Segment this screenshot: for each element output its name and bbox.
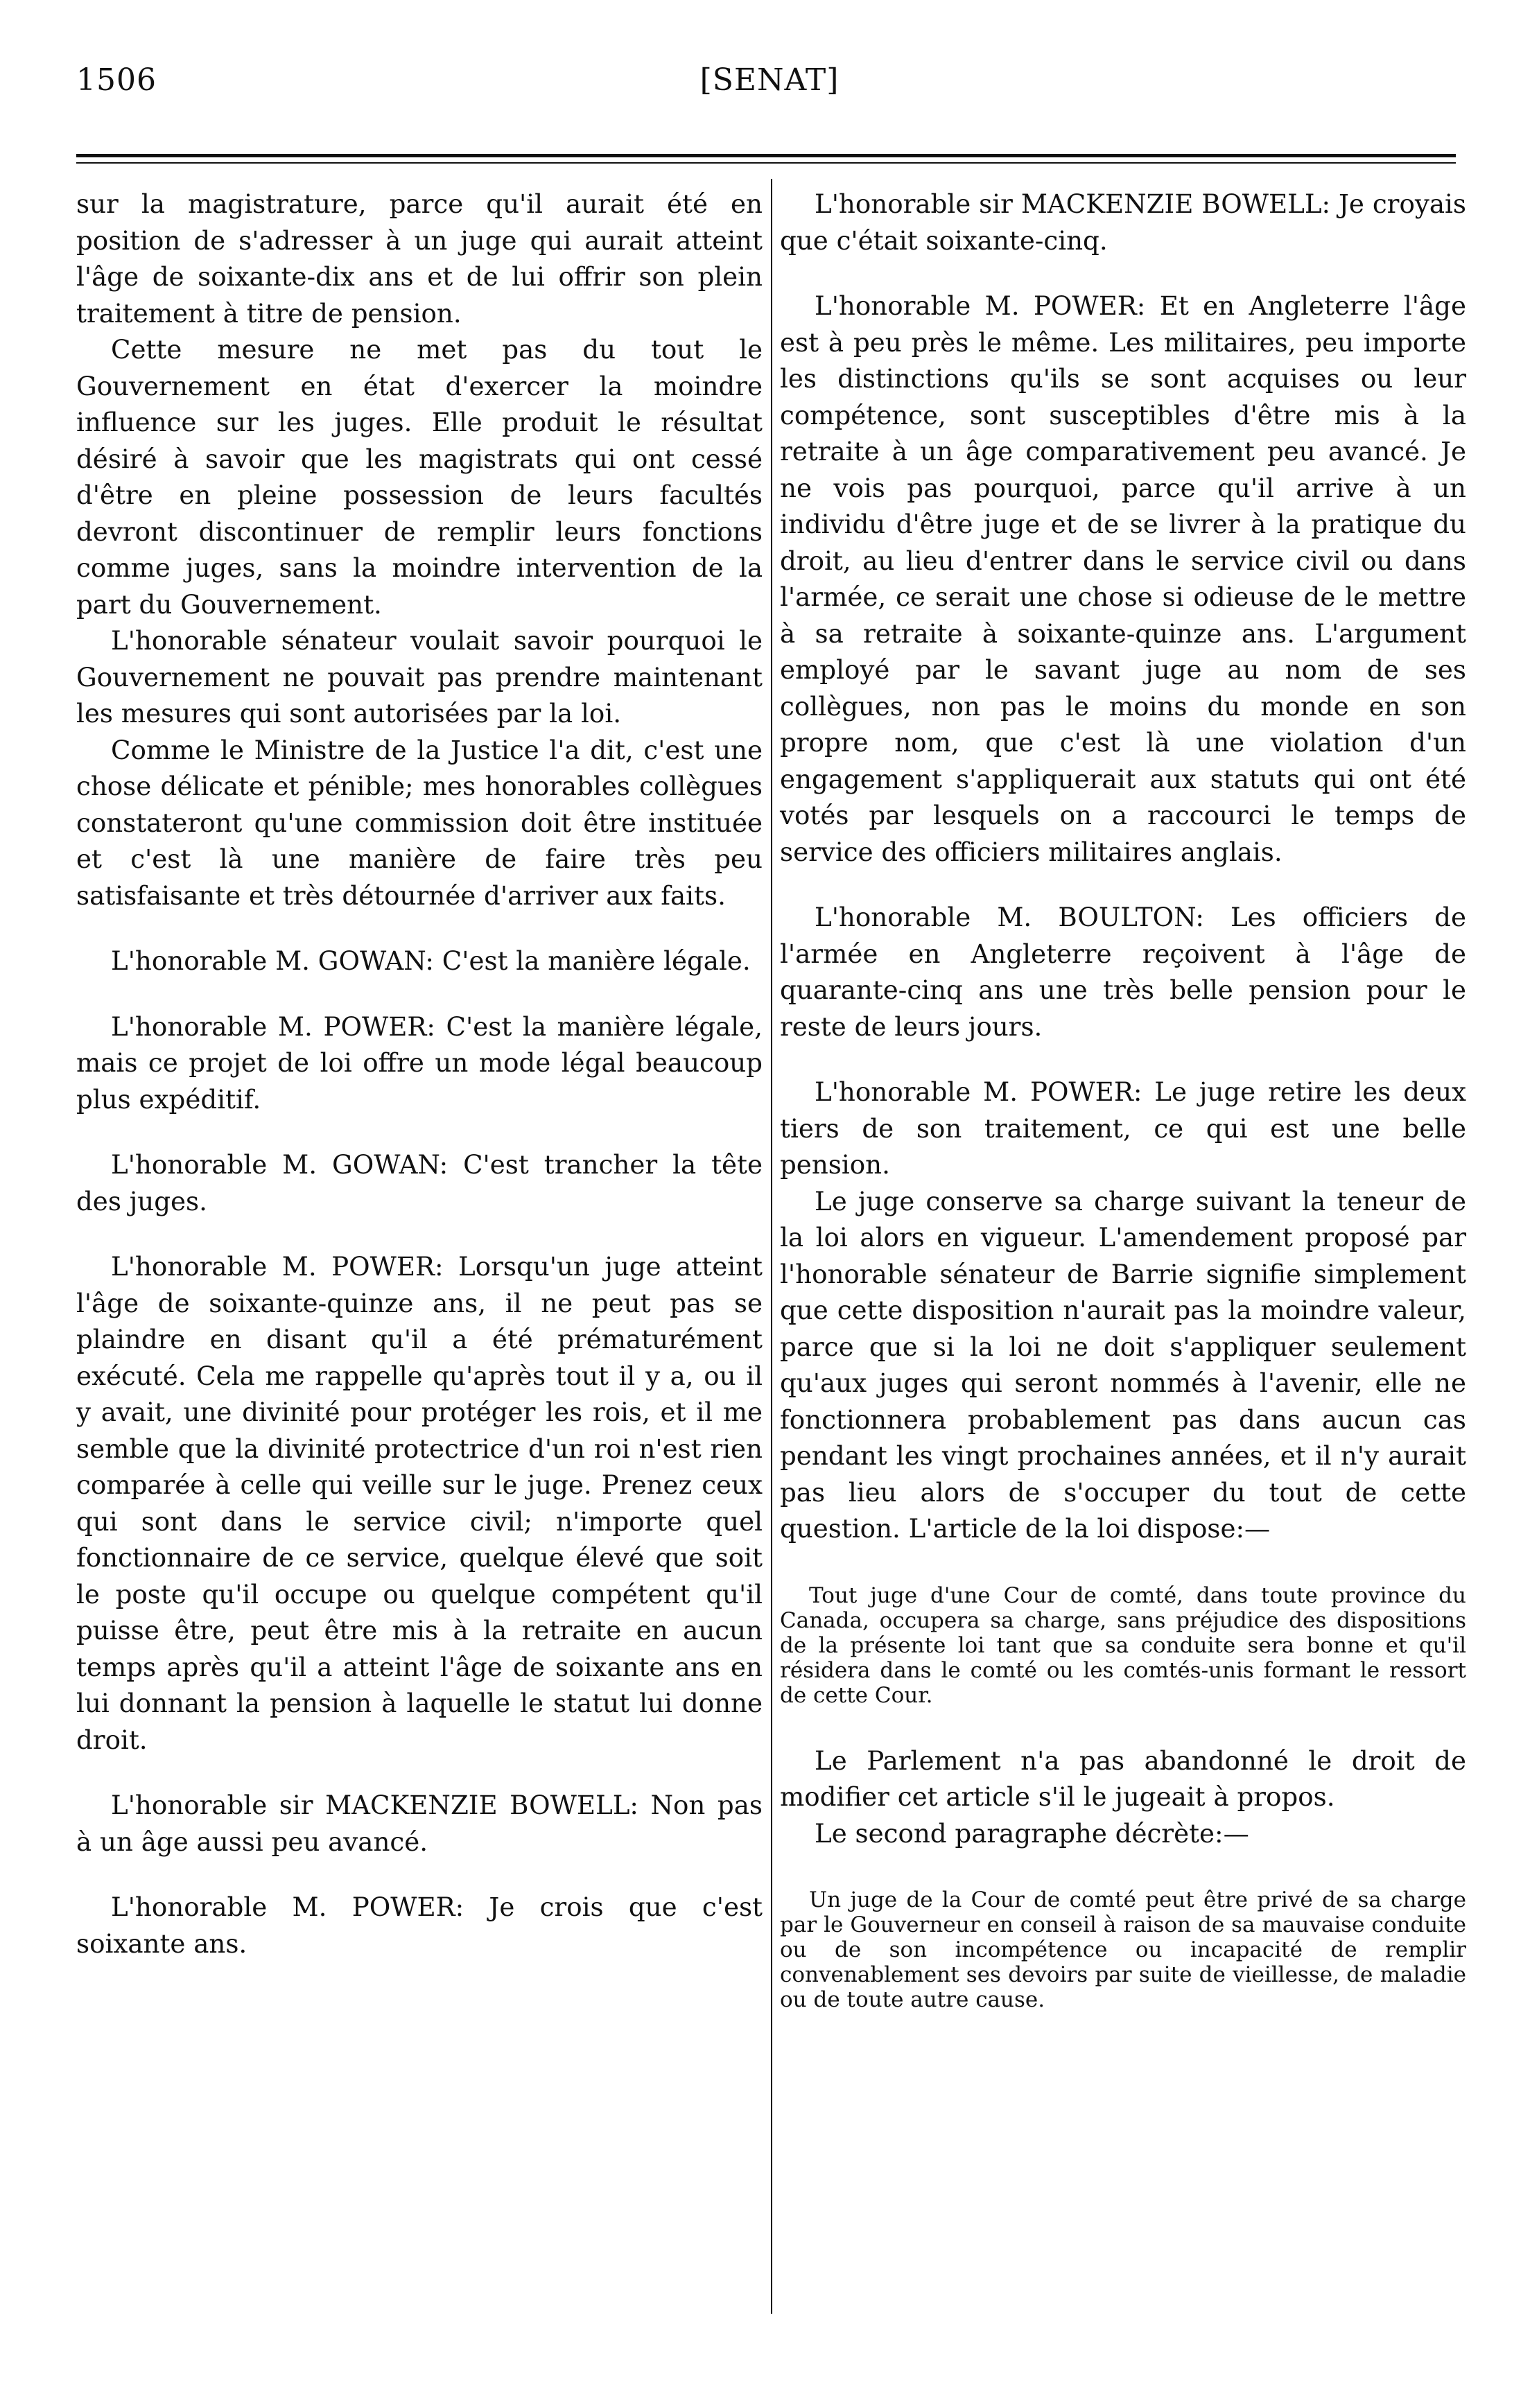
speaker-paragraph: L'honorable M. POWER: Lorsqu'un juge atteint l'âge de soixante-quinze ans, il ne peut pas se plaindre en disant qu'il a été prématurément exécuté. Cela me rappelle qu'après tout il y a, ou il y avait, une divinité pour protéger les rois, et il me semble que la divinité protectrice d'un roi n'est rien comparée à celle qui veille sur le juge. Prenez ceux qui sont dans le service civil; n'importe quel fonctionnaire de ce service, quelque élevé que soit le poste qu'il occupe ou quelque compétent qu'il puisse être, peut être mis à la retraite en aucun temps après qu'il a atteint l'âge de soixante ans en lui donnant la pension à laquelle le statut lui donne droit. [76,1251,763,1755]
page-title: [SENAT] [699,62,840,98]
speaker-paragraph: L'honorable M. BOULTON: Les officiers de l'armée en Angleterre reçoivent à l'âge de quarante-cinq ans une très belle pension pour le reste de leurs jours. [780,902,1466,1042]
page-number: 1506 [76,62,157,98]
paragraph: Le juge conserve sa charge suivant la teneur de la loi alors en vigueur. L'amendement proposé par l'honorable sénateur de Barrie signifie simplement que cette disposition n'aurait pas la moindre valeur, parce que si la loi ne doit s'appliquer seulement qu'aux juges qui seront nommés à l'avenir, elle ne fonctionnera probablement pas dans aucun cas pendant les vingt prochaines années, et il n'y aurait pas lieu alors de s'occuper du tout de cette question. L'article de la loi dispose:— [780,1185,1466,1544]
header-rule-thick [76,154,1456,157]
page-header [76,49,1463,104]
speaker-paragraph: L'honorable sir MACKENZIE BOWELL: Je croyais que c'était soixante-cinq. [780,189,1466,256]
paragraph: Le Parlement n'a pas abandonné le droit de modifier cet article s'il le jugeait à propos. [780,1745,1466,1812]
statute-quote: Tout juge d'une Cour de comté, dans toute province du Canada, occupera sa charge, sans préjudice des dispositions de la présente loi tant que sa conduite sera bonne et qu'il résidera dans le comté ou les comtés-unis formant le ressort de cette Cour. [780,1582,1466,1708]
paragraph: L'honorable sénateur voulait savoir pourquoi le Gouvernement ne pouvait pas prendre maintenant les mesures qui sont autorisées par la loi. [76,625,763,728]
speaker-paragraph: L'honorable M. POWER: Et en Angleterre l'âge est à peu près le même. Les militaires, peu importe les distinctions qu'ils se sont acquises ou leur compétence, sont susceptibles d'être mis à la retraite à un âge comparativement peu avancé. Je ne vois pas pourquoi, parce qu'il arrive à un individu d'être juge et de se livrer à la pratique du droit, au lieu d'entrer dans le service civil ou dans l'armée, ce serait une chose si odieuse de le mettre à sa retraite à soixante-quinze ans. L'argument employé par le savant juge au nom de ses collègues, non pas le moins du monde en son propre nom, que c'est là une violation d'un engagement s'appliquerait aux statuts qui ont été votés par lesquels on a raccourci le temps de service des officiers militaires anglais. [780,290,1466,867]
speaker-paragraph: L'honorable M. POWER: C'est la manière légale, mais ce projet de loi offre un mode légal beaucoup plus expéditif. [76,1011,763,1115]
right-column [780,186,1466,2047]
speaker-paragraph: L'honorable sir MACKENZIE BOWELL: Non pas à un âge aussi peu avancé. [76,1790,763,1857]
statute-quote: Un juge de la Cour de comté peut être privé de sa charge par le Gouverneur en conseil à raison de sa mauvaise conduite ou de son incompétence ou incapacité de remplir convenablement ses devoirs par suite de vieillesse, de maladie ou de toute autre cause. [780,1887,1466,2012]
speaker-paragraph: L'honorable M. POWER: Je crois que c'est soixante ans. [76,1892,763,1959]
paragraph: sur la magistrature, parce qu'il aurait été en position de s'adresser à un juge qui aurait atteint l'âge de soixante-dix ans et de lui offrir son plein traitement à titre de pension. [76,189,763,329]
speaker-paragraph: L'honorable M. GOWAN: C'est trancher la tête des juges. [76,1149,763,1216]
paragraph: Cette mesure ne met pas du tout le Gouvernement en état d'exercer la moindre influence sur les juges. Elle produit le résultat désiré à savoir que les magistrats qui ont cessé d'être en pleine possession de leurs facultés devront discontinuer de remplir leurs fonctions comme juges, sans la moindre intervention de la part du Gouvernement. [76,334,763,620]
speaker-paragraph: L'honorable M. POWER: Le juge retire les deux tiers de son traitement, ce qui est une belle pension. [780,1076,1466,1180]
paragraph: Comme le Ministre de la Justice l'a dit, c'est une chose délicate et pénible; mes honorables collègues constateront qu'une commission doit être instituée et c'est là une manière de faire très peu satisfaisante et très détournée d'arriver aux faits. [76,734,763,911]
left-column [76,186,763,1962]
header-rule-thin [76,162,1456,164]
paragraph: Le second paragraphe décrète:— [815,1817,1249,1849]
speaker-paragraph: L'honorable M. GOWAN: C'est la manière légale. [111,945,751,976]
column-divider [771,179,772,2314]
